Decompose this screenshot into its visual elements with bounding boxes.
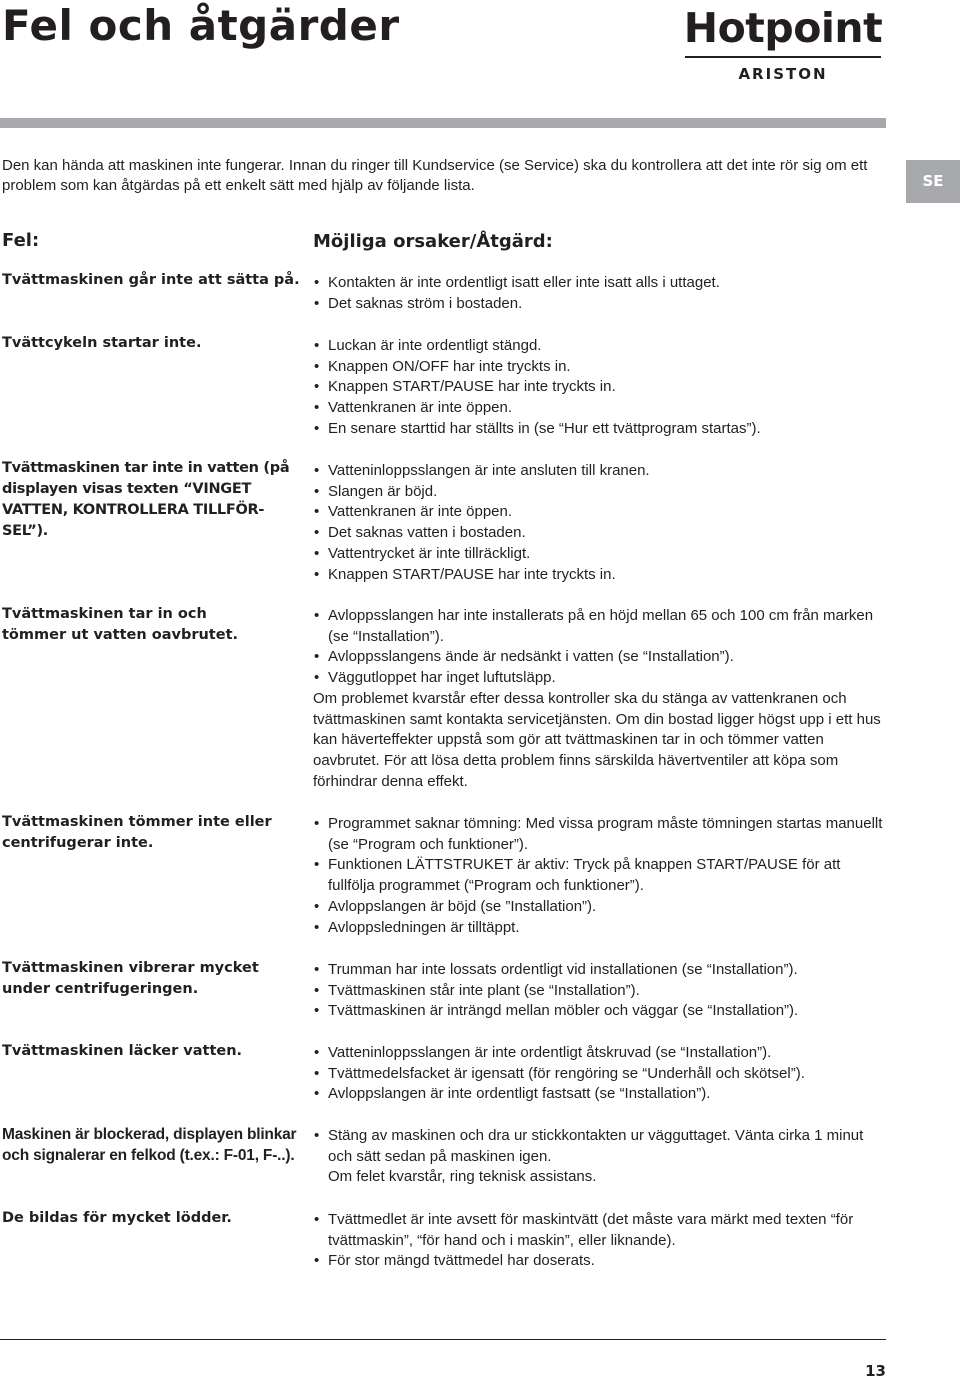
cause-item: • Programmet saknar tömning: Med vissa program måste tömningen startas manuellt (se “Program och funktioner”). <box>313 814 887 855</box>
footer-divider <box>0 1339 886 1340</box>
cause-item: • Tvättmaskinen står inte plant (se “Installation”). <box>313 981 893 1002</box>
brand-logo-rule <box>685 56 881 58</box>
remedy-column-heading: Möjliga orsaker/Åtgärd: <box>313 231 553 252</box>
cause-item: • Avloppslangen är böjd (se ”Installation”). <box>313 897 887 918</box>
cause-list <box>313 273 893 314</box>
fault-label: Tvättmaskinen tar in och tömmer ut vatten oavbrutet. <box>2 606 239 643</box>
cause-item: • En senare starttid har ställts in (se “Hur ett tvättprogram startas”). <box>313 419 893 440</box>
remedy-block <box>313 273 893 314</box>
cause-item: • Stäng av maskinen och dra ur stickkontakten ur vägguttaget. Vänta cirka 1 minut och sätt sedan på maskinen igen. <box>313 1126 873 1167</box>
brand-logo <box>683 6 883 86</box>
cause-item: • Avloppsledningen är tilltäppt. <box>313 918 887 939</box>
cause-item: • Det saknas vatten i bostaden. <box>313 523 893 544</box>
remedy-note: Om felet kvarstår, ring teknisk assistans. <box>328 1168 597 1186</box>
cause-item: • Knappen ON/OFF har inte tryckts in. <box>313 357 893 378</box>
fault-label: Maskinen är blockerad, displayen blinkar och signalerar en felkod (t.ex.: F-01, F-..). <box>2 1126 297 1164</box>
intro-paragraph: Den kan hända att maskinen inte fungerar. Innan du ringer till Kundservice (se Service) ska du kontrollera att det inte rör sig om ett problem som kan åtgärdas på ett enkelt sätt med hjälp av följande lista. <box>2 157 868 194</box>
cause-item: • För stor mängd tvättmedel har doserats. <box>313 1251 887 1272</box>
cause-item: • Kontakten är inte ordentligt isatt eller inte isatt alls i uttaget. <box>313 273 893 294</box>
fault-label: Tvättmaskinen går inte att sätta på. <box>2 272 300 288</box>
cause-list <box>313 336 893 440</box>
cause-item: • Vattenkranen är inte öppen. <box>313 398 893 419</box>
cause-item: • Vatteninloppsslangen är inte ordentligt åtskruvad (se “Installation”). <box>313 1043 893 1064</box>
brand-logo-wordmark: Hotpoint <box>683 4 883 52</box>
remedy-block <box>313 336 893 440</box>
remedy-block <box>313 461 893 585</box>
cause-item: • Avloppsslangens ände är nedsänkt i vatten (se “Installation”). <box>313 647 887 668</box>
cause-item: • Knappen START/PAUSE har inte tryckts in. <box>313 377 893 398</box>
fault-label: Tvättmaskinen läcker vatten. <box>2 1043 243 1059</box>
cause-item: • Trumman har inte lossats ordentligt vid installationen (se “Installation”). <box>313 960 893 981</box>
language-tab: SE <box>906 160 960 203</box>
page-number: 13 <box>865 1362 886 1380</box>
cause-list <box>313 1210 887 1272</box>
remedy-block <box>313 606 887 792</box>
header-divider <box>0 118 886 128</box>
cause-item: • Vattenkranen är inte öppen. <box>313 502 893 523</box>
cause-item: • Avloppsslangen har inte installerats på en höjd mellan 65 och 100 cm från marken (se “Installation”). <box>313 606 887 647</box>
cause-item: • Funktionen LÄTTSTRUKET är aktiv: Tryck på knappen START/PAUSE för att fullfölja programmet (“Program och funktioner”). <box>313 855 887 896</box>
fault-column-heading: Fel: <box>2 230 40 251</box>
remedy-note: Om problemet kvarstår efter dessa kontroller ska du stänga av vattenkranen och tvättmaskinen samt kontakta servicetjänsten. Om din bostad ligger högst upp i ett hus kan häverteffekter uppstå som gör att tvättmaskinen tar in och tömmer vatten oavbrutet. För att lösa detta problem finns särskilda hävertventiler att köpa som förhindrar denna effekt. <box>313 689 881 790</box>
cause-list <box>313 461 893 585</box>
page-title: Fel och åtgärder <box>2 1 400 50</box>
fault-label: De bildas för mycket lödder. <box>2 1210 232 1226</box>
cause-item: • Tvättmedlet är inte avsett för maskintvätt (det måste vara märkt med texten “för tvättmaskin”, “för hand och i maskin”, eller liknande). <box>313 1210 887 1251</box>
remedy-block <box>313 1043 893 1105</box>
cause-item: • Tvättmedelsfacket är igensatt (för rengöring se “Underhåll och skötsel”). <box>313 1064 893 1085</box>
remedy-block <box>313 1126 873 1188</box>
remedy-block <box>313 960 893 1022</box>
remedy-block <box>313 814 887 938</box>
cause-item: • Väggutloppet har inget luftutsläpp. <box>313 668 887 689</box>
cause-list <box>313 960 893 1022</box>
cause-item: • Avloppslangen är inte ordentligt fastsatt (se “Installation”). <box>313 1084 893 1105</box>
cause-item: • Slangen är böjd. <box>313 482 893 503</box>
fault-label: Tvättcykeln startar inte. <box>2 335 202 351</box>
fault-label: Tvättmaskinen tömmer inte eller centrifugerar inte. <box>2 814 272 851</box>
cause-list <box>313 606 887 689</box>
brand-logo-subtitle: ARISTON <box>738 65 828 83</box>
remedy-block <box>313 1210 887 1272</box>
cause-item: • Det saknas ström i bostaden. <box>313 294 893 315</box>
fault-label: Tvättmaskinen tar inte in vatten (på displayen visas texten “VINGET VATTEN, KONTROLLERA TILLFÖR-SEL”). <box>2 460 290 539</box>
cause-item: • Vattentrycket är inte tillräckligt. <box>313 544 893 565</box>
cause-item: • Vatteninloppsslangen är inte ansluten till kranen. <box>313 461 893 482</box>
cause-list <box>313 1126 873 1167</box>
cause-item: • Luckan är inte ordentligt stängd. <box>313 336 893 357</box>
cause-item: • Knappen START/PAUSE har inte tryckts in. <box>313 565 893 586</box>
cause-list <box>313 814 887 938</box>
cause-item: • Tvättmaskinen är inträngd mellan möbler och väggar (se “Installation”). <box>313 1001 893 1022</box>
cause-list <box>313 1043 893 1105</box>
fault-label: Tvättmaskinen vibrerar mycket under centrifugeringen. <box>2 960 259 997</box>
